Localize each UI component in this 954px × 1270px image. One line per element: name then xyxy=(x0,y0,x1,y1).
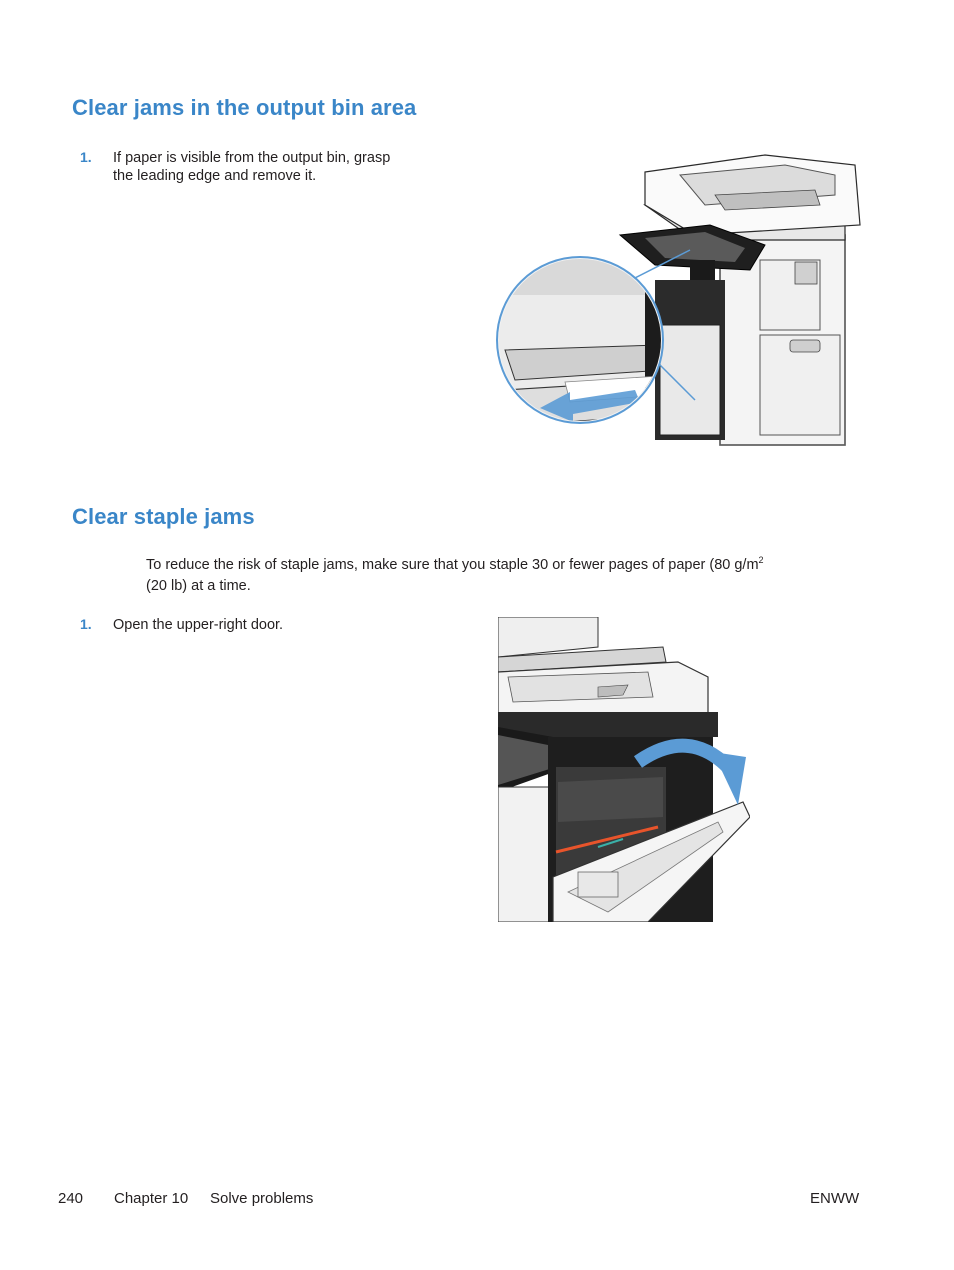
section-title-output-bin: Clear jams in the output bin area xyxy=(72,95,417,120)
step-number: 1. xyxy=(80,149,92,165)
intro-line: (20 lb) at a time. xyxy=(146,577,251,594)
step-text xyxy=(113,149,390,185)
superscript-2: 2 xyxy=(758,555,764,565)
footer-enww: ENWW xyxy=(810,1190,860,1207)
staple-jam-intro xyxy=(146,550,846,597)
footer-chapter: Chapter 10 xyxy=(114,1190,189,1207)
step-number: 1. xyxy=(80,616,92,632)
footer-page-number: 240 xyxy=(58,1190,84,1207)
printer-output-bin-illustration xyxy=(495,150,875,460)
step-text: Open the upper-right door. xyxy=(113,617,284,633)
step-text-line: If paper is visible from the output bin, grasp xyxy=(113,150,391,166)
intro-line xyxy=(146,550,846,576)
printer-upper-right-door-illustration xyxy=(498,617,750,922)
intro-line-text: To reduce the risk of staple jams, make sure that you staple 30 or fewer pages of paper (80 g/m xyxy=(146,556,759,573)
footer-chapter-title: Solve problems xyxy=(210,1190,314,1207)
step-text-line: the leading edge and remove it. xyxy=(113,168,317,184)
section-title-staple-jams: Clear staple jams xyxy=(72,504,255,529)
